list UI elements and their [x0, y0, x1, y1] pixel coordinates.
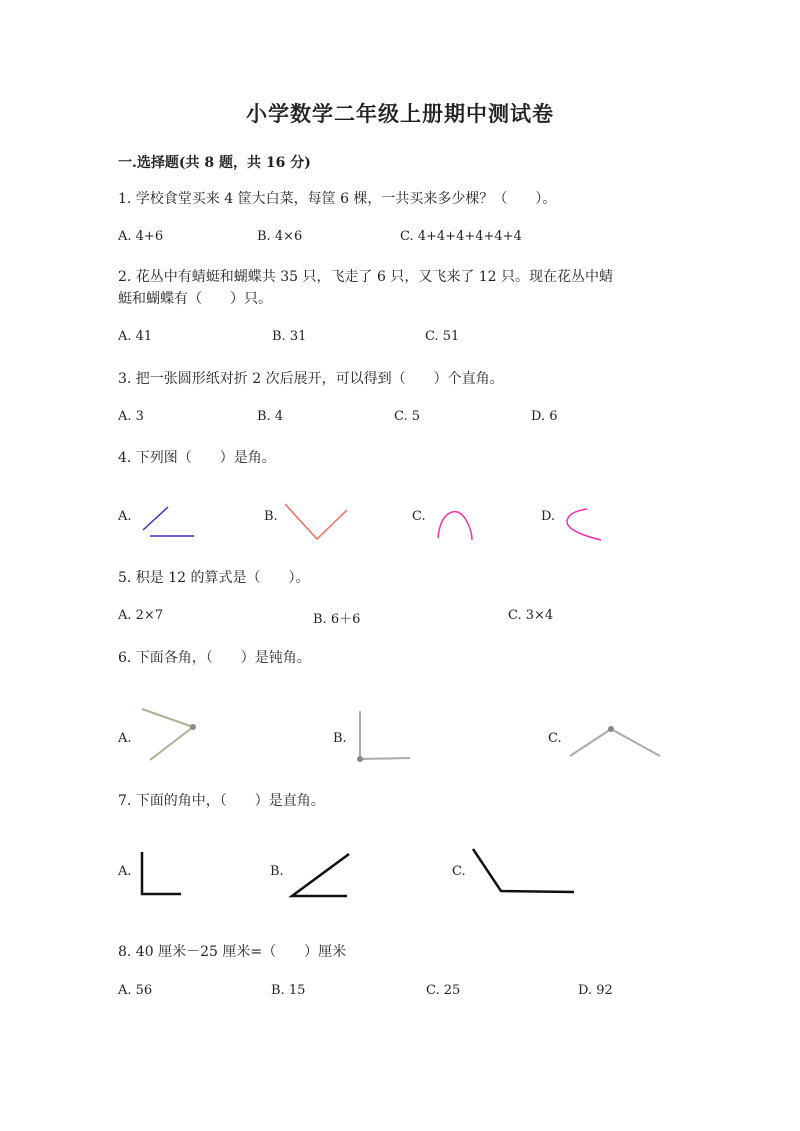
question-8-option-a[interactable]: A. 56	[118, 983, 153, 998]
question-5-stem: 5. 积是 12 的算式是（ ）。	[118, 570, 310, 586]
question-6-figure-a[interactable]	[138, 704, 202, 764]
question-4-option-c[interactable]: C.	[412, 509, 426, 524]
question-2-option-b[interactable]: B. 31	[272, 329, 307, 344]
question-3-stem: 3. 把一张圆形纸对折 2 次后展开，可以得到（ ）个直角。	[118, 371, 504, 387]
question-8-stem: 8. 40 厘米－25 厘米=（ ）厘米	[118, 944, 347, 960]
question-1-option-c[interactable]: C. 4+4+4+4+4+4	[400, 229, 522, 244]
question-6-option-a[interactable]: A.	[118, 731, 132, 746]
question-4-figure-b[interactable]	[283, 502, 351, 544]
question-4-figure-c[interactable]	[434, 506, 478, 542]
page-title: 小学数学二年级上册期中测试卷	[246, 101, 554, 126]
question-2-stem-line1: 2. 花丛中有蜻蜓和蝴蝶共 35 只，飞走了 6 只，又飞来了 12 只。现在花丛中蜻	[118, 269, 614, 285]
question-7-option-b[interactable]: B.	[270, 864, 284, 879]
question-5-option-a[interactable]: A. 2×7	[118, 608, 164, 623]
section-heading: 一.选择题(共 8 题，共 16 分)	[118, 155, 311, 171]
question-3-option-d[interactable]: D. 6	[531, 409, 558, 424]
question-4-figure-d[interactable]	[563, 506, 605, 544]
question-4-figure-a[interactable]	[140, 502, 200, 542]
question-6-option-b[interactable]: B.	[333, 731, 347, 746]
question-3-option-a[interactable]: A. 3	[118, 409, 144, 424]
question-1-stem: 1. 学校食堂买来 4 筐大白菜，每筐 6 棵，一共买来多少棵？（ ）。	[118, 191, 557, 207]
question-1-option-b[interactable]: B. 4×6	[257, 229, 303, 244]
question-5-option-c[interactable]: C. 3×4	[508, 608, 554, 623]
question-3-option-b[interactable]: B. 4	[257, 409, 284, 424]
question-2-stem-line2: 蜓和蝴蝶有（ ）只。	[118, 291, 272, 307]
question-6-figure-c[interactable]	[566, 722, 664, 762]
question-7-figure-a[interactable]	[138, 850, 186, 900]
question-4-option-d[interactable]: D.	[541, 509, 556, 524]
question-2-option-c[interactable]: C. 51	[425, 329, 460, 344]
question-7-figure-c[interactable]	[470, 846, 580, 896]
question-4-option-b[interactable]: B.	[264, 509, 278, 524]
question-6-option-c[interactable]: C.	[548, 731, 562, 746]
question-6-stem: 6. 下面各角，（ ）是钝角。	[118, 650, 311, 666]
question-8-option-c[interactable]: C. 25	[426, 983, 461, 998]
question-7-option-c[interactable]: C.	[452, 864, 466, 879]
question-6-figure-b[interactable]	[354, 708, 418, 764]
question-2-option-a[interactable]: A. 41	[118, 329, 153, 344]
question-1-option-a[interactable]: A. 4+6	[118, 229, 164, 244]
question-8-option-d[interactable]: D. 92	[578, 983, 613, 998]
question-7-figure-b[interactable]	[288, 850, 354, 900]
question-8-option-b[interactable]: B. 15	[271, 983, 306, 998]
question-5-option-b[interactable]: B. 6＋6	[313, 612, 361, 627]
question-7-option-a[interactable]: A.	[118, 864, 132, 879]
question-3-option-c[interactable]: C. 5	[394, 409, 421, 424]
question-4-stem: 4. 下列图（ ）是角。	[118, 450, 276, 466]
question-4-option-a[interactable]: A.	[118, 509, 132, 524]
question-7-stem: 7. 下面的角中，（ ）是直角。	[118, 793, 325, 809]
